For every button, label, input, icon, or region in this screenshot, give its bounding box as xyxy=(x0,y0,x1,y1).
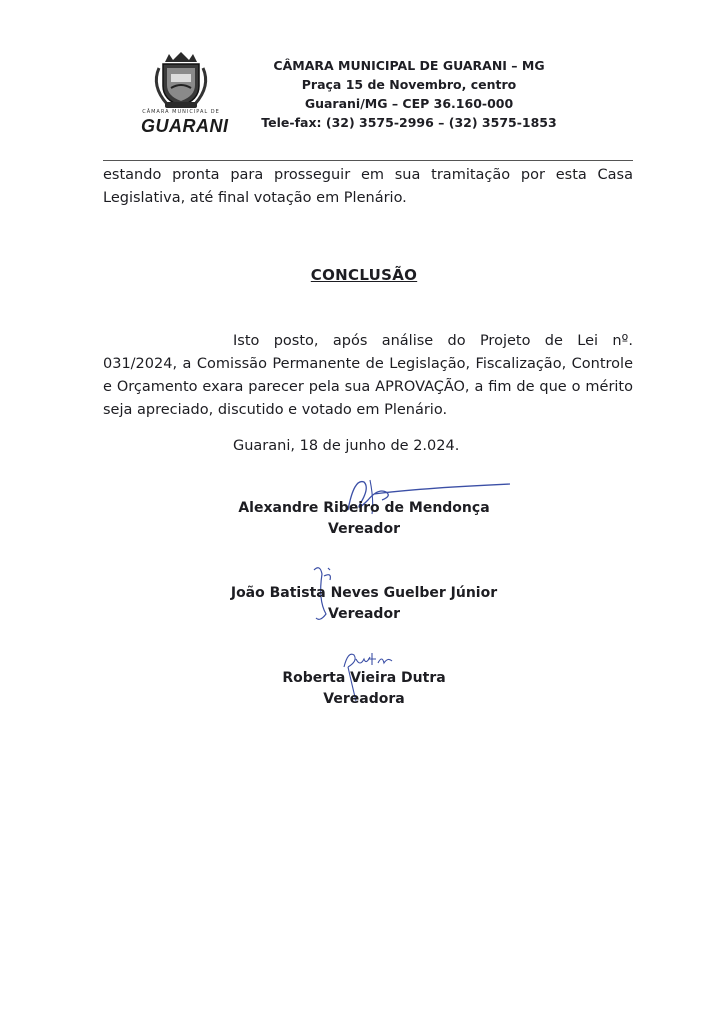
continuation-paragraph: estando pronta para prosseguir em sua tramitação por esta Casa Legislativa, até final votação em Plenário. xyxy=(103,167,633,206)
section-heading: CONCLUSÃO xyxy=(310,266,418,284)
signatory-role: Vereador xyxy=(328,606,400,622)
signatory-name: Alexandre Ribeiro de Mendonça xyxy=(238,500,490,516)
phone-line: Tele-fax: (32) 3575-2996 – (32) 3575-1853 xyxy=(261,115,557,130)
conclusion-paragraph: Isto posto, após análise do Projeto de Lei nº. 031/2024, a Comissão Permanente de Legislação, Fiscalização, Controle e Orçamento exara parecer pela sua APROVAÇÃO, a fim de que o mérito seja apreciado, discutido e votado em Plenário. xyxy=(103,333,633,418)
address-line-1: Praça 15 de Novembro, centro xyxy=(301,77,517,92)
address-line-2: Guarani/MG – CEP 36.160-000 xyxy=(304,96,514,111)
header-divider xyxy=(103,160,633,161)
coat-of-arms-icon xyxy=(141,52,221,110)
signature-block-3 xyxy=(0,668,728,710)
signatory-role: Vereadora xyxy=(323,691,405,707)
letterhead xyxy=(244,56,574,132)
logo-caption: CÂMARA MUNICIPAL DE xyxy=(142,109,220,115)
signature-block-1 xyxy=(0,498,728,540)
signatory-name: João Batista Neves Guelber Júnior xyxy=(230,585,498,601)
signature-block-2 xyxy=(0,583,728,625)
institution-name: CÂMARA MUNICIPAL DE GUARANI – MG xyxy=(273,58,545,73)
logo-wordmark: GUARANI xyxy=(141,116,229,136)
signatory-role: Vereador xyxy=(328,521,400,537)
date-line: Guarani, 18 de junho de 2.024. xyxy=(233,438,460,454)
chamber-logo xyxy=(141,52,229,136)
signatory-name: Roberta Vieira Dutra xyxy=(282,670,446,686)
